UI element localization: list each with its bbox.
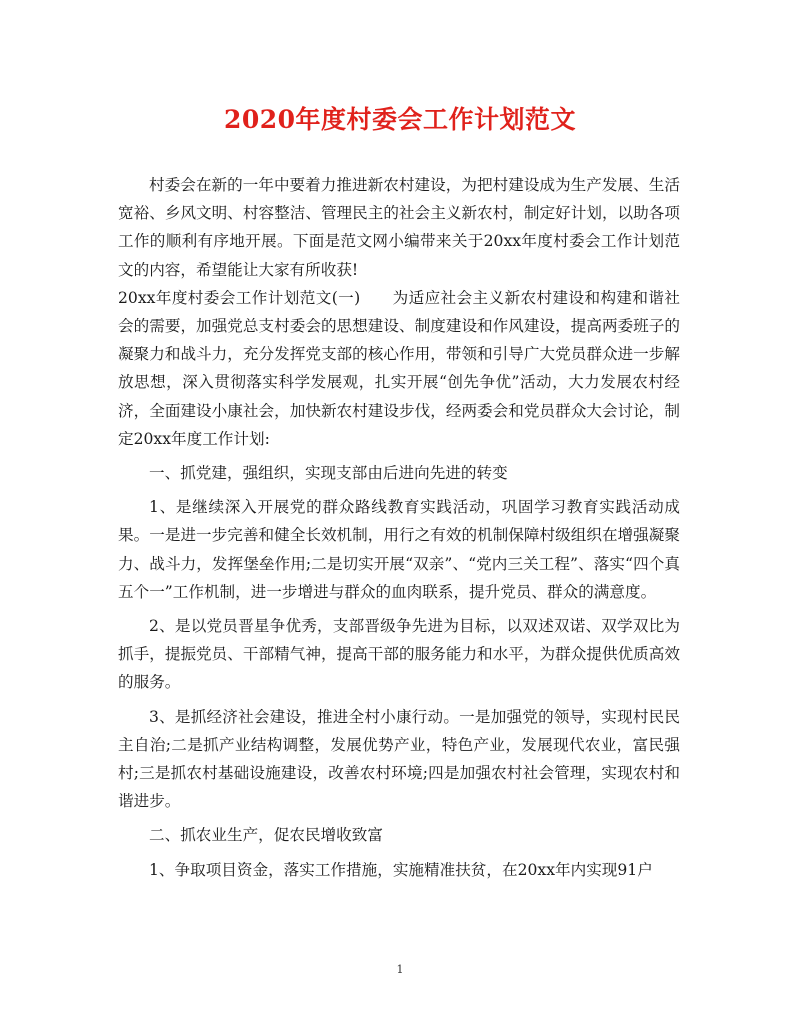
list-item-paragraph: 2、是以党员晋星争优秀，支部晋级争先进为目标，以双述双诺、双学双比为抓手，提振党员、干部精气神，提高干部的服务能力和水平，为群众提供优质高效的服务。: [118, 617, 680, 692]
intro-paragraph: 村委会在新的一年中要着力推进新农村建设，为把村建设成为生产发展、生活宽裕、乡风文明、村容整洁、管理民主的社会主义新农村，制定好计划，以助各项工作的顺利有序地开展。下面是范文网小编带来关于20xx年度村委会工作计划范文的内容，希望能让大家有所收获!: [118, 176, 680, 279]
page-number: 1: [396, 963, 404, 976]
list-item-paragraph: 1、争取项目资金，落实工作措施，实施精准扶贫，在20xx年内实现91户: [149, 860, 653, 879]
document-title: 2020年度村委会工作计划范文: [223, 105, 577, 134]
section-heading-party-building: 一、抓党建，强组织，实现支部由后进向先进的转变: [149, 464, 508, 483]
section-heading-agriculture: 二、抓农业生产，促农民增收致富: [149, 826, 383, 845]
list-item-paragraph: 3、是抓经济社会建设，推进全村小康行动。一是加强党的领导，实现村民民主自治;二是抓产业结构调整，发展优势产业，特色产业，发展现代农业，富民强村;三是抓农村基础设施建设，改善农村环境;四是加强农村社会管理，实现农村和谐进步。: [118, 707, 680, 811]
plan-intro-paragraph: 20xx年度村委会工作计划范文(一) 为适应社会主义新农村建设和构建和谐社会的需要，加强党总支村委会的思想建设、制度建设和作风建设，提高两委班子的凝聚力和战斗力，充分发挥党支部的核心作用，带领和引导广大党员群众进一步解放思想，深入贯彻落实科学发展观，扎实开展“创先争优”活动，大力发展农村经济，全面建设小康社会，加快新农村建设步伐，经两委会和党员群众大会讨论，制定20xx年度工作计划:: [118, 288, 680, 448]
document-body: [118, 171, 680, 884]
list-item-paragraph: 1、是继续深入开展党的群众路线教育实践活动，巩固学习教育实践活动成果。一是进一步完善和健全长效机制，用行之有效的机制保障村级组织在增强凝聚力、战斗力，发挥堡垒作用;二是切实开展“双亲”、“党内三关工程”、落实“四个真五个一”工作机制，进一步增进与群众的血肉联系，提升党员、群众的满意度。: [118, 498, 680, 601]
